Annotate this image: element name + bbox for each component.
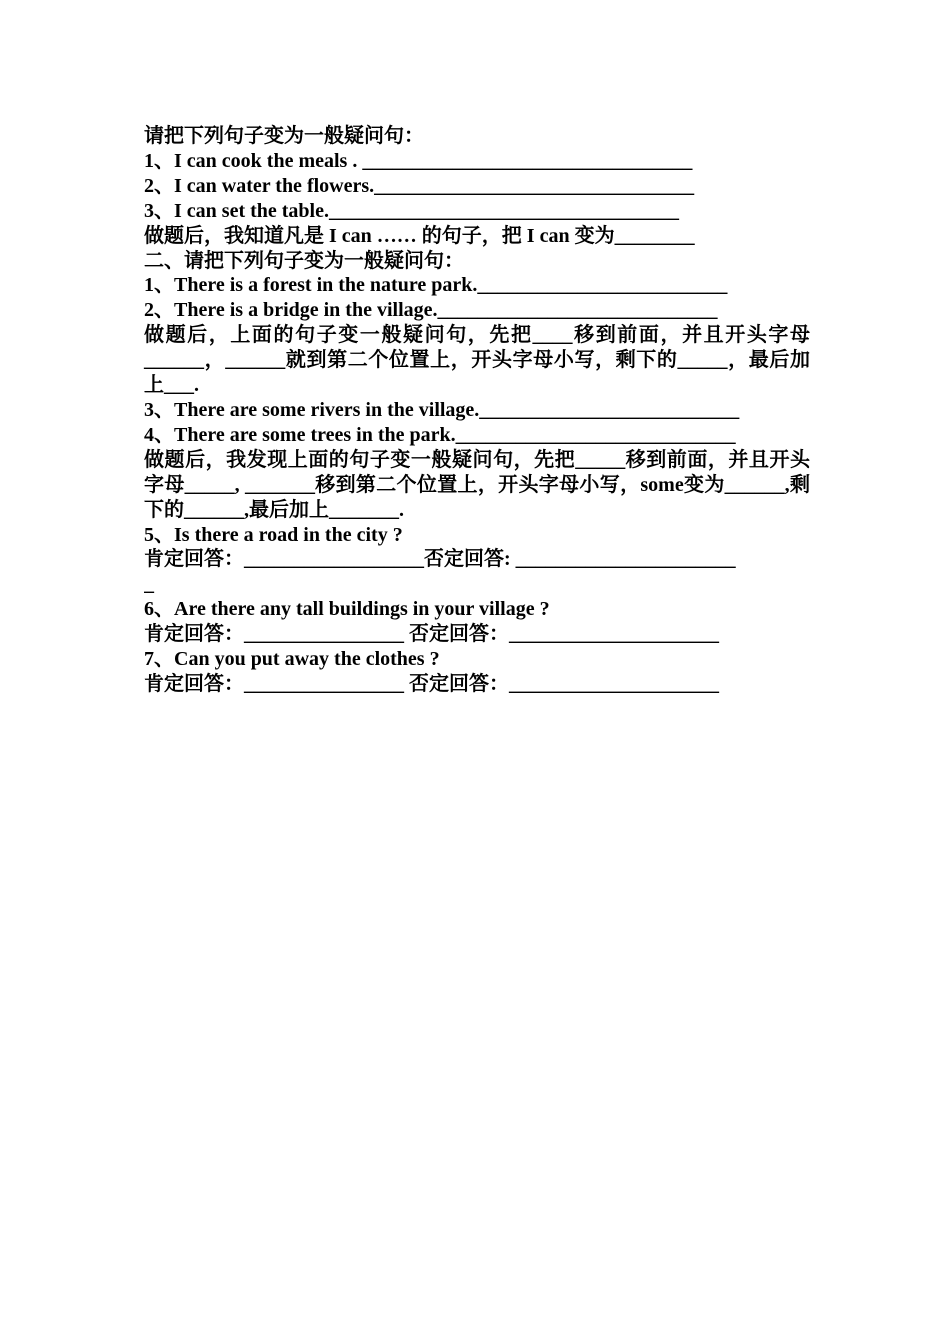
section-1-heading: 请把下列句子变为一般疑问句： xyxy=(144,125,424,147)
exercise-1-3: 3、I can set the table.___________________________________ xyxy=(144,199,679,222)
exercise-1-2: 2、I can water the flowers.________________________________ xyxy=(144,174,695,197)
answer-line-7: 肯定回答：________________ 否定回答：_____________________ xyxy=(144,672,719,695)
answer-line-6: 肯定回答：________________ 否定回答：_____________________ xyxy=(144,623,719,646)
summary-2: 做题后，上面的句子变一般疑问句，先把____移到前面，并且开头字母______，______就到第二个位置上，开头字母小写，剩下的_____，最后加上___. xyxy=(144,324,810,397)
question-5: 5、Is there a road in the city ? xyxy=(144,523,403,546)
exercise-2-3: 3、There are some rivers in the village.__________________________ xyxy=(144,398,740,421)
exercise-1-1: 1、I can cook the meals . _________________________________ xyxy=(144,149,693,172)
worksheet xyxy=(144,124,810,697)
section-2-heading: 二、请把下列句子变为一般疑问句： xyxy=(144,249,464,272)
question-6: 6、Are there any tall buildings in your village ? xyxy=(144,598,550,621)
answer-line-5: 肯定回答：__________________否定回答: ______________________ xyxy=(144,548,736,571)
summary-3: 做题后，我发现上面的句子变一般疑问句，先把_____移到前面，并且开头字母_____, _______移到第二个位置上，开头字母小写，some变为______,剩下的______,最后加上_______. xyxy=(144,448,810,521)
exercise-2-4: 4、There are some trees in the park.____________________________ xyxy=(144,423,736,446)
summary-1: 做题后，我知道凡是 I can …… 的句子，把 I can 变为________ xyxy=(144,224,695,247)
exercise-2-2: 2、There is a bridge in the village.____________________________ xyxy=(144,299,718,322)
question-7: 7、Can you put away the clothes ? xyxy=(144,648,440,671)
answer-line-5-overflow: _ xyxy=(144,573,154,596)
exercise-2-1: 1、There is a forest in the nature park._________________________ xyxy=(144,274,728,297)
